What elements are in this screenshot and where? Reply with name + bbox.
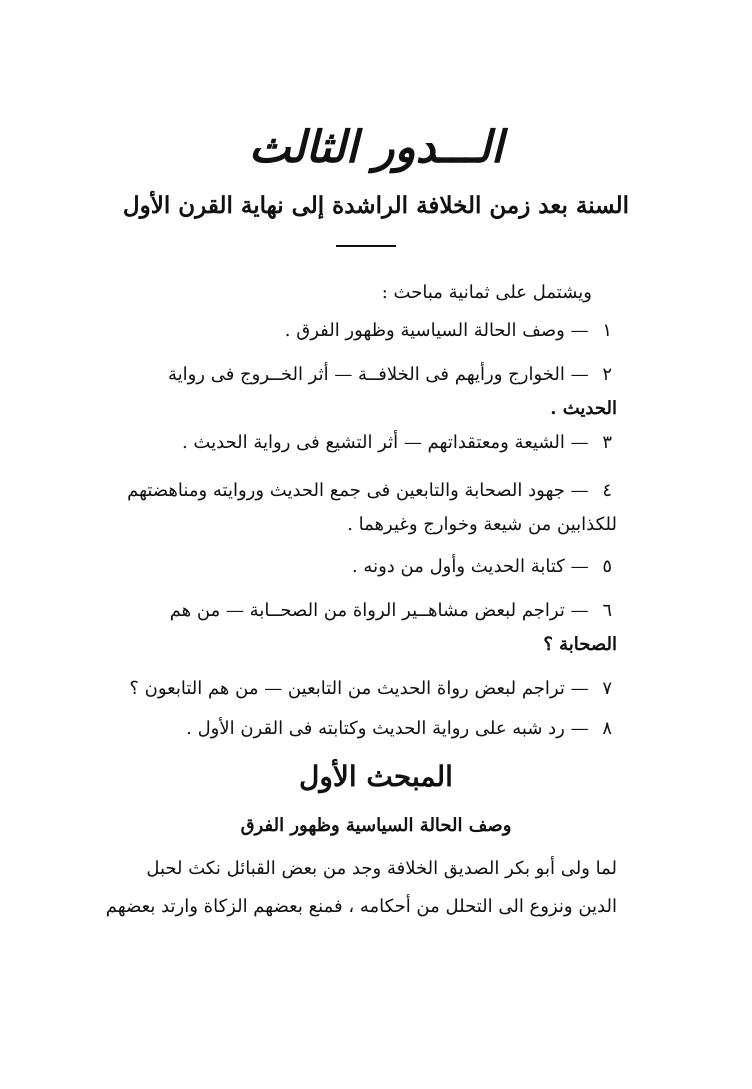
list-item <box>100 364 612 385</box>
item-number: ١ <box>602 320 612 341</box>
list-item <box>100 320 612 341</box>
item-continuation: الحديث . <box>550 398 617 419</box>
item-number: ٧ <box>602 678 612 699</box>
list-item <box>100 600 612 621</box>
list-item <box>100 718 612 739</box>
section-subtitle: وصف الحالة السياسية وظهور الفرق <box>240 815 512 836</box>
item-text: — كتابة الحديث وأول من دونه . <box>351 556 589 577</box>
list-item <box>100 480 612 501</box>
item-text: — رد شبه على رواية الحديث وكتابته فى القرن الأول . <box>186 718 589 739</box>
item-text: — الخوارج ورأيهم فى الخلافــة — أثر الخــروج فى رواية <box>167 364 589 385</box>
item-continuation: الصحابة ؟ <box>543 634 617 655</box>
paragraph-line: لما ولى أبو بكر الصديق الخلافة وجد من بعض القبائل نكث لحبل <box>146 858 617 879</box>
item-number: ٨ <box>602 718 612 739</box>
item-text: — تراجم لبعض مشاهــير الرواة من الصحــابة — من هم <box>169 600 589 621</box>
item-number: ٥ <box>602 556 612 577</box>
list-item <box>100 678 612 699</box>
item-number: ٣ <box>602 432 612 453</box>
item-continuation: للكذابين من شيعة وخوارج وغيرهما . <box>347 514 617 535</box>
list-item <box>100 432 612 453</box>
item-text: — تراجم لبعض رواة الحديث من التابعين — من هم التابعون ؟ <box>129 678 589 699</box>
section-title: المبحث الأول <box>299 760 453 793</box>
list-item <box>100 556 612 577</box>
intro-text: ويشتمل على ثمانية مباحث : <box>381 282 592 303</box>
item-number: ٦ <box>602 600 612 621</box>
item-text: — وصف الحالة السياسية وظهور الفرق . <box>284 320 589 341</box>
item-text: — جهود الصحابة والتابعين فى جمع الحديث وروايته ومناهضتهم <box>127 480 589 501</box>
chapter-title: الـــدور الثالث <box>248 122 504 173</box>
item-number: ٢ <box>602 364 612 385</box>
item-text: — الشيعة ومعتقداتهم — أثر التشيع فى رواية الحديث . <box>181 432 589 453</box>
chapter-subtitle: السنة بعد زمن الخلافة الراشدة إلى نهاية القرن الأول <box>122 192 630 219</box>
divider <box>336 245 396 247</box>
item-number: ٤ <box>602 480 612 501</box>
paragraph-line: الدين ونزوع الى التحلل من أحكامه ، فمنع بعضهم الزكاة وارتد بعضهم <box>105 896 617 917</box>
